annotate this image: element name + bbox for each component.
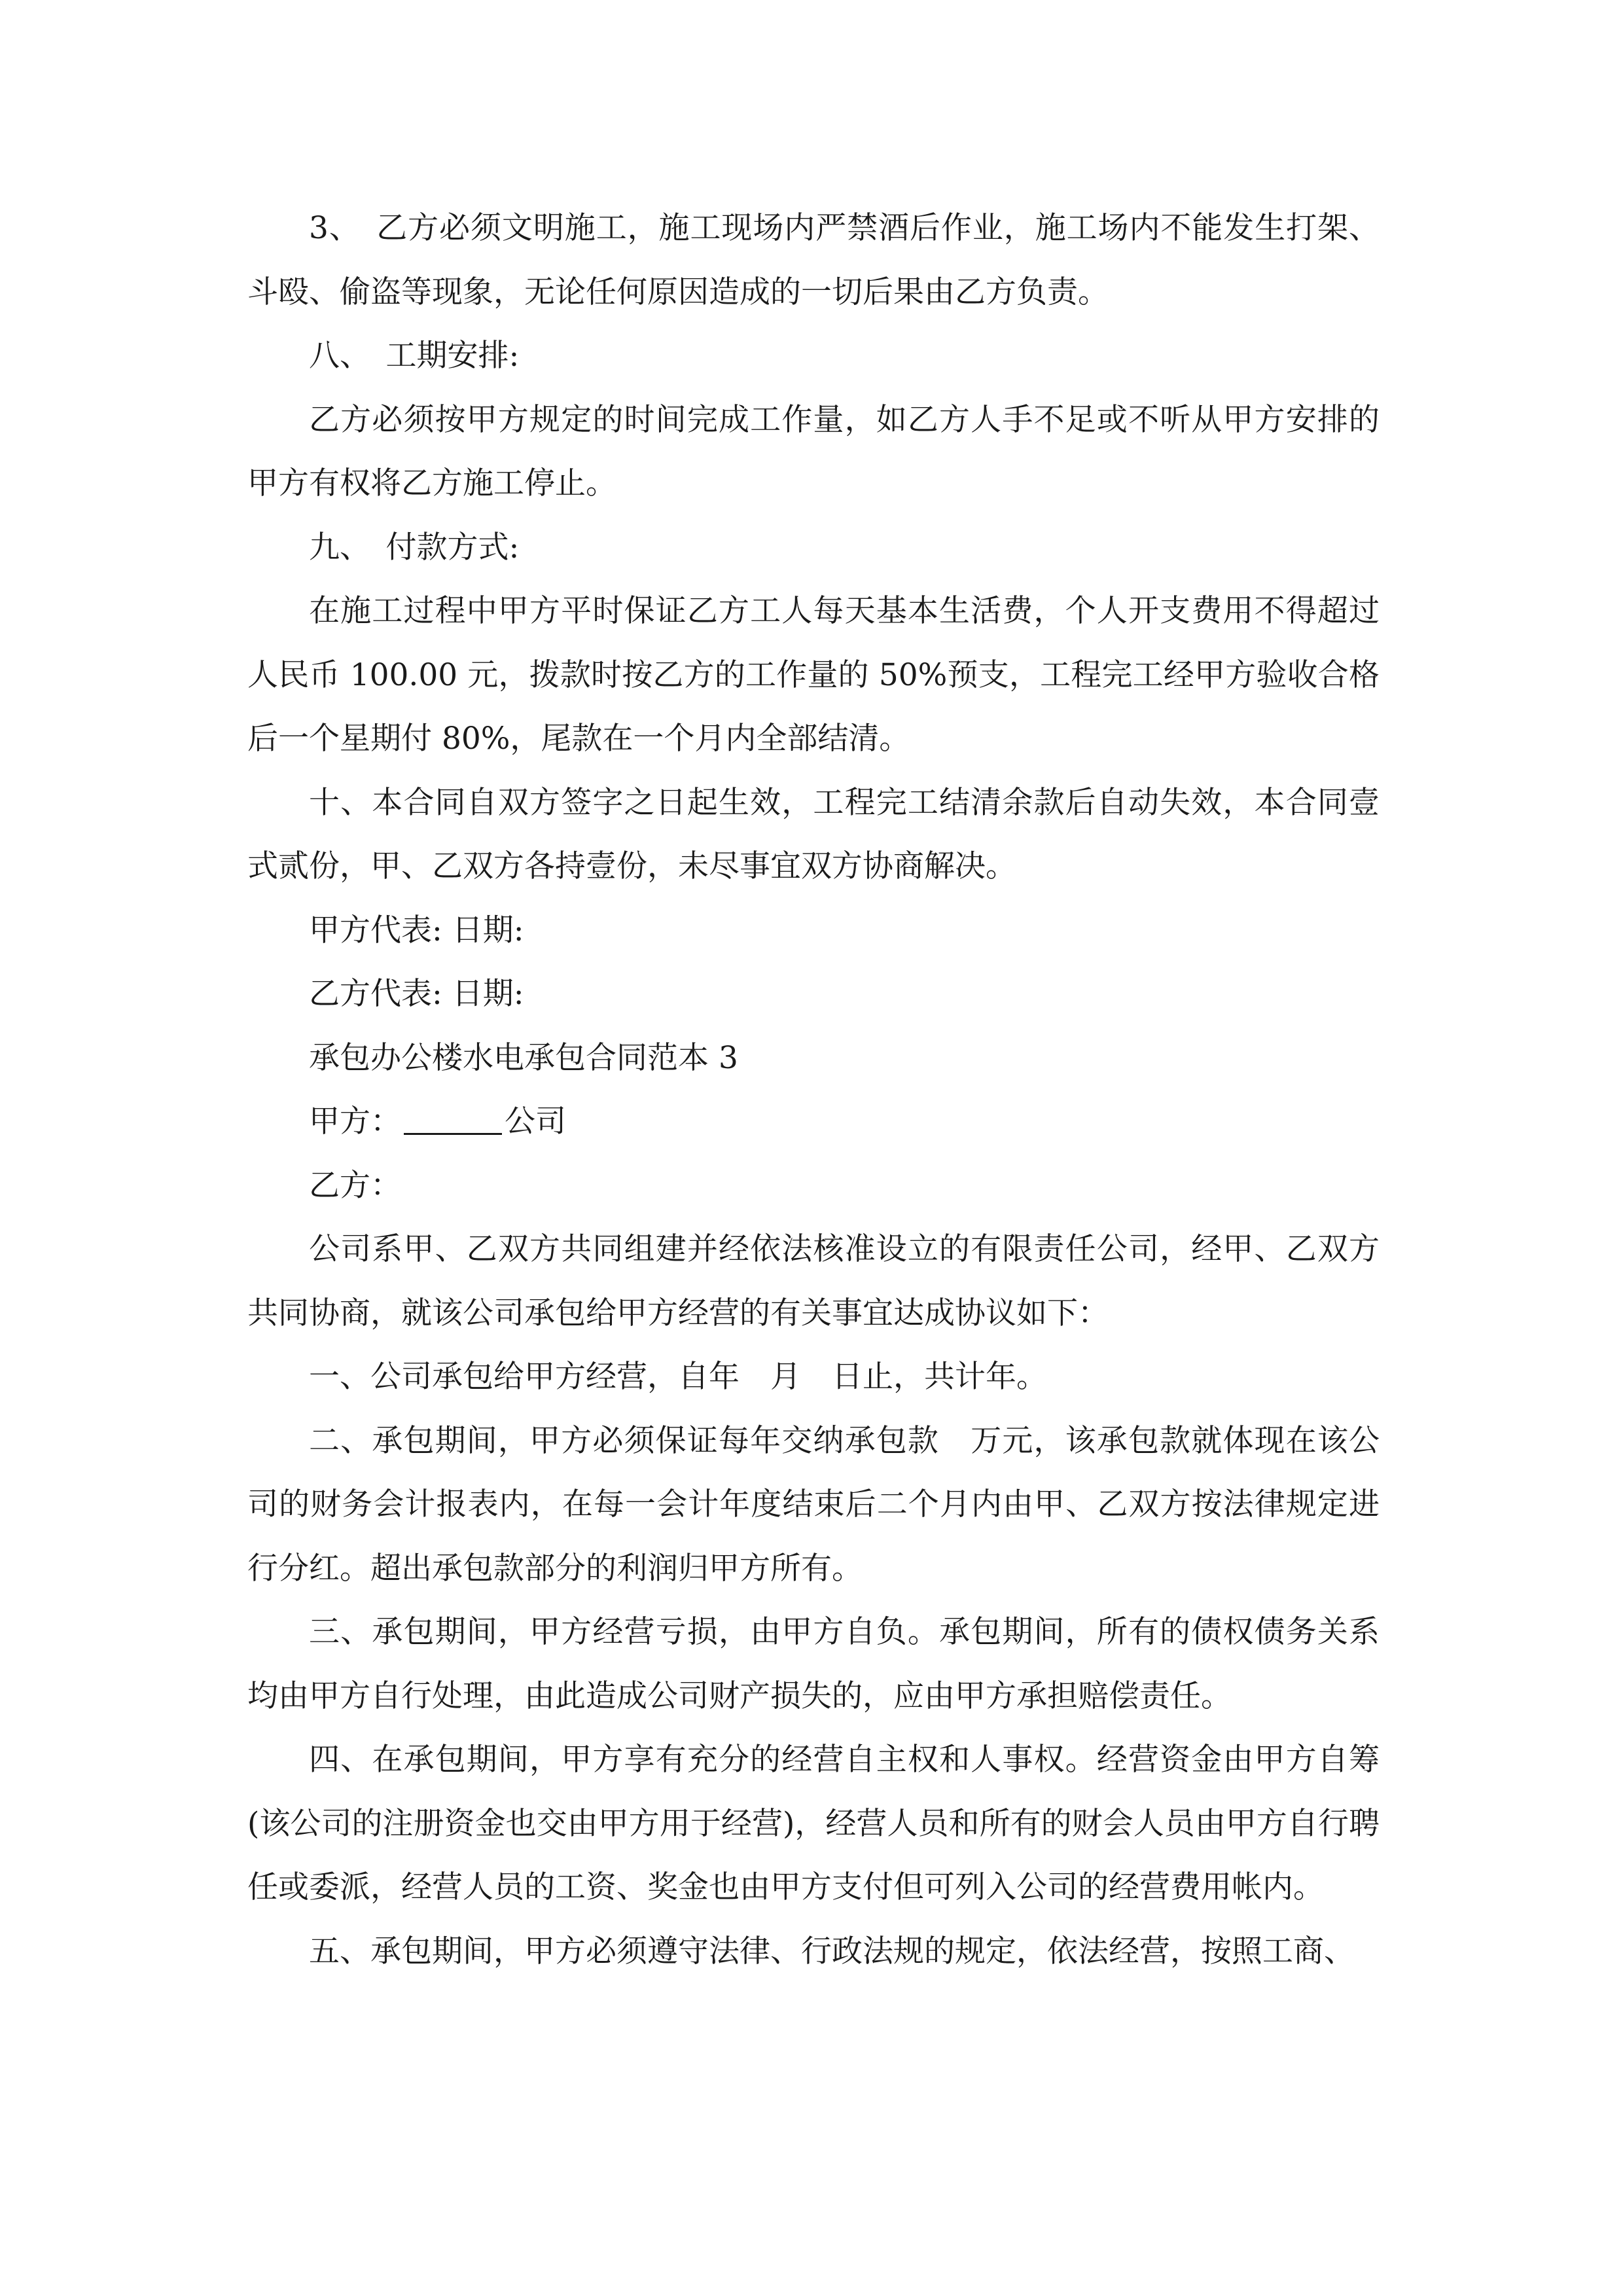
section-8-heading: 八、 工期安排: (309, 338, 520, 374)
party-a-line (247, 1090, 1380, 1154)
section-9-heading: 九、 付款方式: (309, 529, 520, 565)
section-10-body: 十、本合同自双方签字之日起生效，工程完工结清余款后自动失效，本合同壹式贰份，甲、乙双方各持壹份，未尽事宜双方协商解决。 (247, 784, 1380, 884)
clause-3-civilized-construction: 3、 乙方必须文明施工，施工现场内严禁酒后作业，施工场内不能发生打架、斗殴、偷盗等现象，无论任何原因造成的一切后果由乙方负责。 (247, 210, 1380, 310)
party-a-suffix: 公司 (505, 1103, 566, 1139)
party-a-blank (404, 1102, 502, 1135)
document-body (247, 196, 1380, 1983)
party-a-label: 甲方： (309, 1103, 401, 1139)
contract-3-clause-5: 五、承包期间，甲方必须遵守法律、行政法规的规定，依法经营，按照工商、 (309, 1933, 1355, 1969)
contract-3-clause-1: 一、公司承包给甲方经营，自年 月 日止，共计年。 (309, 1359, 1047, 1395)
contract-3-clause-3: 三、承包期间，甲方经营亏损，由甲方自负。承包期间，所有的债权债务关系均由甲方自行处理，由此造成公司财产损失的，应由甲方承担赔偿责任。 (247, 1614, 1380, 1714)
contract-3-intro: 公司系甲、乙双方共同组建并经依法核准设立的有限责任公司，经甲、乙双方共同协商，就该公司承包给甲方经营的有关事宜达成协议如下： (247, 1231, 1380, 1331)
party-b-line: 乙方： (309, 1167, 401, 1204)
party-a-signature-line: 甲方代表: 日期: (309, 912, 524, 948)
contract-3-clause-2: 二、承包期间，甲方必须保证每年交纳承包款 万元，该承包款就体现在该公司的财务会计报表内，在每一会计年度结束后二个月内由甲、乙双方按法律规定进行分红。超出承包款部分的利润归甲方所有。 (247, 1422, 1380, 1587)
contract-3-clause-4: 四、在承包期间，甲方享有充分的经营自主权和人事权。经营资金由甲方自筹(该公司的注册资金也交由甲方用于经营)，经营人员和所有的财会人员由甲方自行聘任或委派，经营人员的工资、奖金也由甲方支付但可列入公司的经营费用帐内。 (247, 1742, 1380, 1905)
section-8-body: 乙方必须按甲方规定的时间完成工作量，如乙方人手不足或不听从甲方安排的甲方有权将乙方施工停止。 (247, 401, 1380, 501)
section-9-body: 在施工过程中甲方平时保证乙方工人每天基本生活费，个人开支费用不得超过人民币 100.00 元，拨款时按乙方的工作量的 50%预支，工程完工经甲方验收合格后一个星期付 80%，尾款在一个月内全部结清。 (247, 593, 1380, 757)
party-b-signature-line: 乙方代表: 日期: (309, 976, 524, 1012)
contract-3-title: 承包办公楼水电承包合同范本 3 (309, 1039, 738, 1076)
